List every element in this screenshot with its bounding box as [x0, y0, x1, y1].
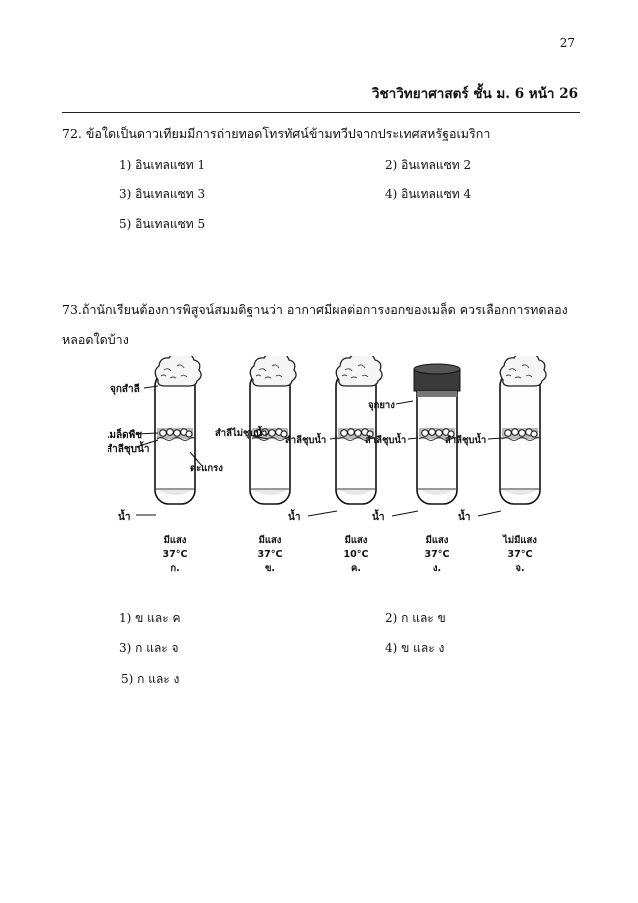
q73-option-4[interactable]: 4) ข และ ง	[385, 641, 445, 655]
label-rubber-stopper: จุกยาง	[368, 400, 395, 411]
q73-option-5[interactable]: 5) ก และ ง	[121, 672, 180, 686]
label-water-c: น้ำ	[288, 512, 301, 523]
tube-b-id: ข.	[264, 563, 276, 574]
tube-b-light: มีแสง	[258, 535, 282, 546]
tube-a-light: มีแสง	[163, 535, 187, 546]
tube-a	[155, 356, 201, 504]
header-divider	[62, 112, 580, 113]
tube-a-temp: 37°C	[162, 549, 188, 560]
label-wet-cotton-e: สำลีชุบน้ำ	[445, 435, 487, 446]
tube-e-temp: 37°C	[507, 549, 533, 560]
question-73-text: 73.ถ้านักเรียนต้องการพิสูจน์สมมติฐานว่า อากาศมีผลต่อการงอกของเมล็ด ควรเลือกการทดลอง	[62, 302, 568, 317]
subject-heading: วิชาวิทยาศาสตร์ ชั้น ม. 6 หน้า 26	[371, 86, 578, 102]
label-cotton-plug: จุกสำลี	[110, 384, 140, 395]
q72-option-4[interactable]: 4) อินเทลแซท 4	[385, 187, 472, 201]
label-wet-cotton-d: สำลีชุบน้ำ	[365, 435, 407, 446]
tube-e-light: ไม่มีแสง	[503, 535, 537, 546]
question-73-text-line2: หลอดใดบ้าง	[62, 332, 129, 347]
label-water-d: น้ำ	[372, 512, 385, 523]
q73-option-2[interactable]: 2) ก และ ข	[385, 611, 446, 625]
tube-c-temp: 10°C	[343, 549, 369, 560]
tube-c-id: ค.	[351, 563, 361, 574]
tube-c-light: มีแสง	[344, 535, 368, 546]
label-water-a: น้ำ	[118, 512, 131, 523]
tube-e-id: จ.	[515, 563, 525, 574]
label-mesh: ตะแกรง	[190, 463, 223, 474]
label-wet-cotton-a: สำลีชุบน้ำ	[108, 444, 150, 455]
rubber-stopper	[414, 364, 460, 397]
label-water-e: น้ำ	[458, 512, 471, 523]
tube-d-id: ง.	[432, 563, 442, 574]
tube-d-temp: 37°C	[424, 549, 450, 560]
label-wet-cotton-c: สำลีชุบน้ำ	[285, 435, 327, 446]
q73-option-3[interactable]: 3) ก และ จ	[119, 641, 179, 655]
tube-e	[500, 356, 546, 504]
tube-b-temp: 37°C	[257, 549, 283, 560]
tube-d-light: มีแสง	[425, 535, 449, 546]
tube-a-id: ก.	[170, 563, 180, 574]
test-tube-figure	[108, 356, 550, 588]
question-72-text: 72. ข้อใดเป็นดาวเทียมมีการถ่ายทอดโทรทัศน์ข้ามทวีปจากประเทศสหรัฐอเมริกา	[62, 126, 491, 141]
tube-c	[336, 356, 382, 504]
label-seed: เมล็ดพืช	[108, 430, 143, 441]
q72-option-1[interactable]: 1) อินเทลแซท 1	[119, 158, 206, 172]
q72-option-3[interactable]: 3) อินเทลแซท 3	[119, 187, 206, 201]
tube-d	[414, 364, 460, 504]
page-number: 27	[559, 36, 575, 50]
q72-option-5[interactable]: 5) อินเทลแซท 5	[119, 217, 206, 231]
q72-option-2[interactable]: 2) อินเทลแซท 2	[385, 158, 472, 172]
label-dry-cotton: สำลีไม่ชุบน้ำ	[215, 428, 268, 439]
q73-option-1[interactable]: 1) ข และ ค	[119, 611, 181, 625]
